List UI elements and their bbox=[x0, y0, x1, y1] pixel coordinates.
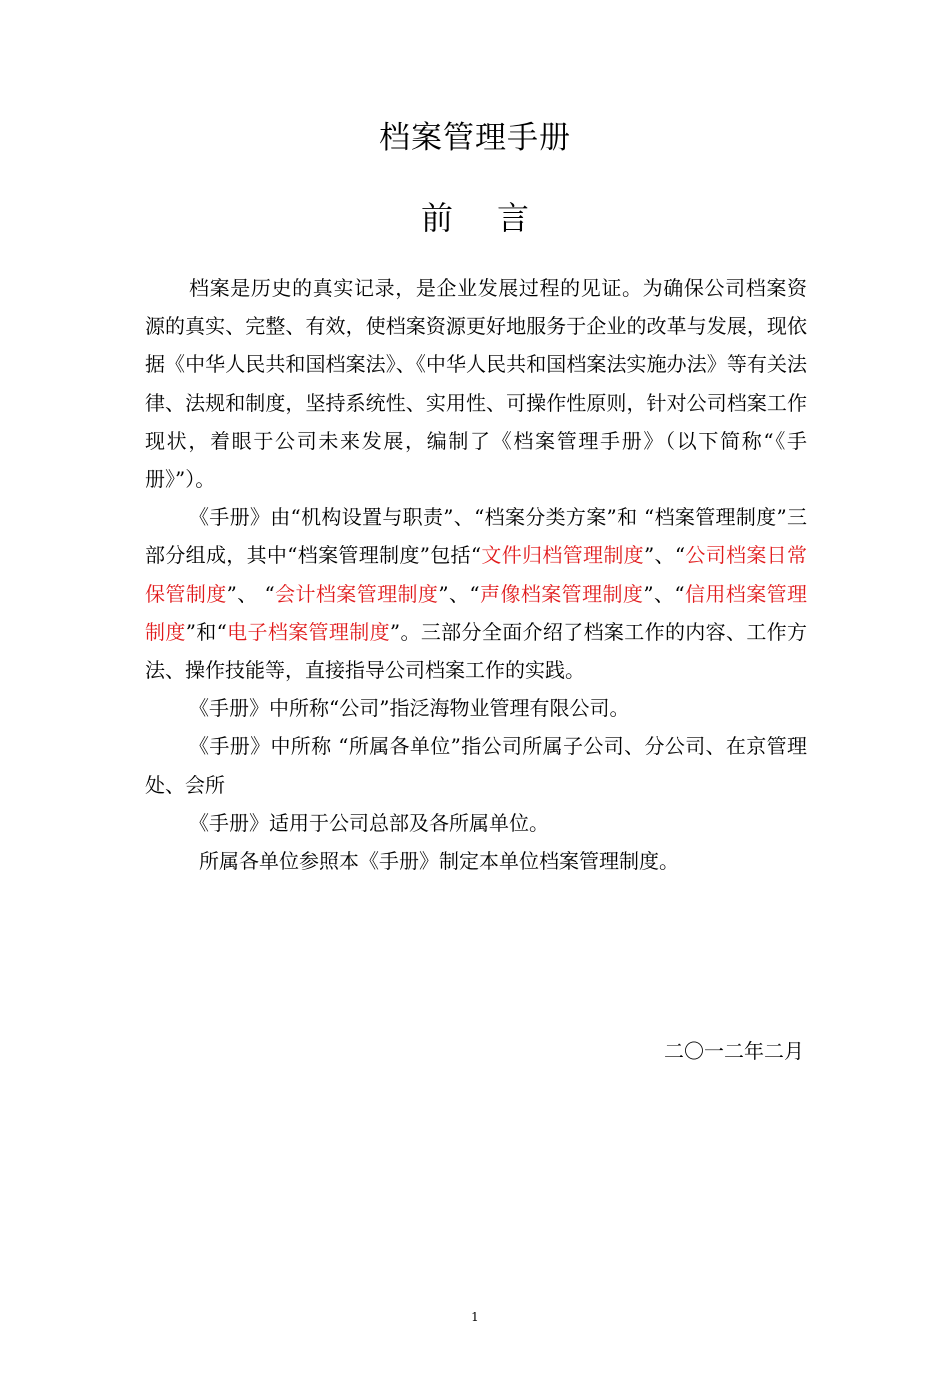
paragraph-company-definition: 《手册》中所称“公司”指泛海物业管理有限公司。 bbox=[189, 696, 630, 721]
preface-body bbox=[145, 269, 807, 880]
paragraph-units-definition: 《手册》中所称 “所属各单位”指公司所属子公司、分公司、在京管理处、会所 bbox=[145, 734, 807, 797]
paragraph-purpose: 档案是历史的真实记录，是企业发展过程的见证。为确保公司档案资源的真实、完整、有效，使档案资源更好地服务于企业的改革与发展，现依据《中华人民共和国档案法》、《中华人民共和国档案法实施办法》等有关法律、法规和制度，坚持系统性、实用性、可操作性原则，针对公司档案工作现状，着眼于公司未来发展，编制了《档案管理手册》（以下简称“《手册》”）。 bbox=[145, 276, 807, 492]
highlight-accounting-archive-system: 会计档案管理制度 bbox=[274, 581, 439, 606]
highlight-audiovisual-archive-system: 声像档案管理制度 bbox=[479, 581, 644, 606]
paragraph-reference: 所属各单位参照本《手册》制定本单位档案管理制度。 bbox=[199, 849, 679, 874]
paragraph-scope: 《手册》适用于公司总部及各所属单位。 bbox=[189, 810, 549, 835]
preface-heading-char-1: 前 bbox=[420, 199, 453, 237]
paragraph-structure-text-2: ”、“ bbox=[643, 543, 686, 568]
highlight-electronic-archive-system: 电子档案管理制度 bbox=[226, 619, 390, 644]
highlight-daily-custody-system: 公司档案日常保管制度 bbox=[145, 543, 807, 606]
highlight-credit-archive-system: 信用档案管理制度 bbox=[145, 581, 808, 644]
paragraph-structure-text-6: ”和“ bbox=[185, 619, 227, 644]
page-number: 1 bbox=[471, 1310, 479, 1324]
document-title: 档案管理手册 bbox=[379, 120, 571, 156]
document-date: 二〇一二年二月 bbox=[664, 1039, 804, 1063]
paragraph-structure-text-4: ”、“ bbox=[438, 581, 480, 606]
preface-heading-char-2: 言 bbox=[497, 199, 530, 237]
preface-heading bbox=[0, 192, 950, 244]
paragraph-structure bbox=[145, 498, 807, 689]
paragraph-structure-text-1: 《手册》由“机构设置与职责”、“档案分类方案”和 “档案管理制度”三部分组成，其中“档案管理制度”包括“ bbox=[145, 505, 807, 568]
paragraph-structure-text-7: ”。三部分全面介绍了档案工作的内容、工作方法、操作技能等，直接指导公司档案工作的实践。 bbox=[145, 619, 808, 683]
paragraph-structure-text-3: ”、 “ bbox=[226, 581, 275, 606]
highlight-file-archiving-system: 文件归档管理制度 bbox=[481, 543, 644, 568]
paragraph-structure-text-5: ”、“ bbox=[643, 581, 685, 606]
